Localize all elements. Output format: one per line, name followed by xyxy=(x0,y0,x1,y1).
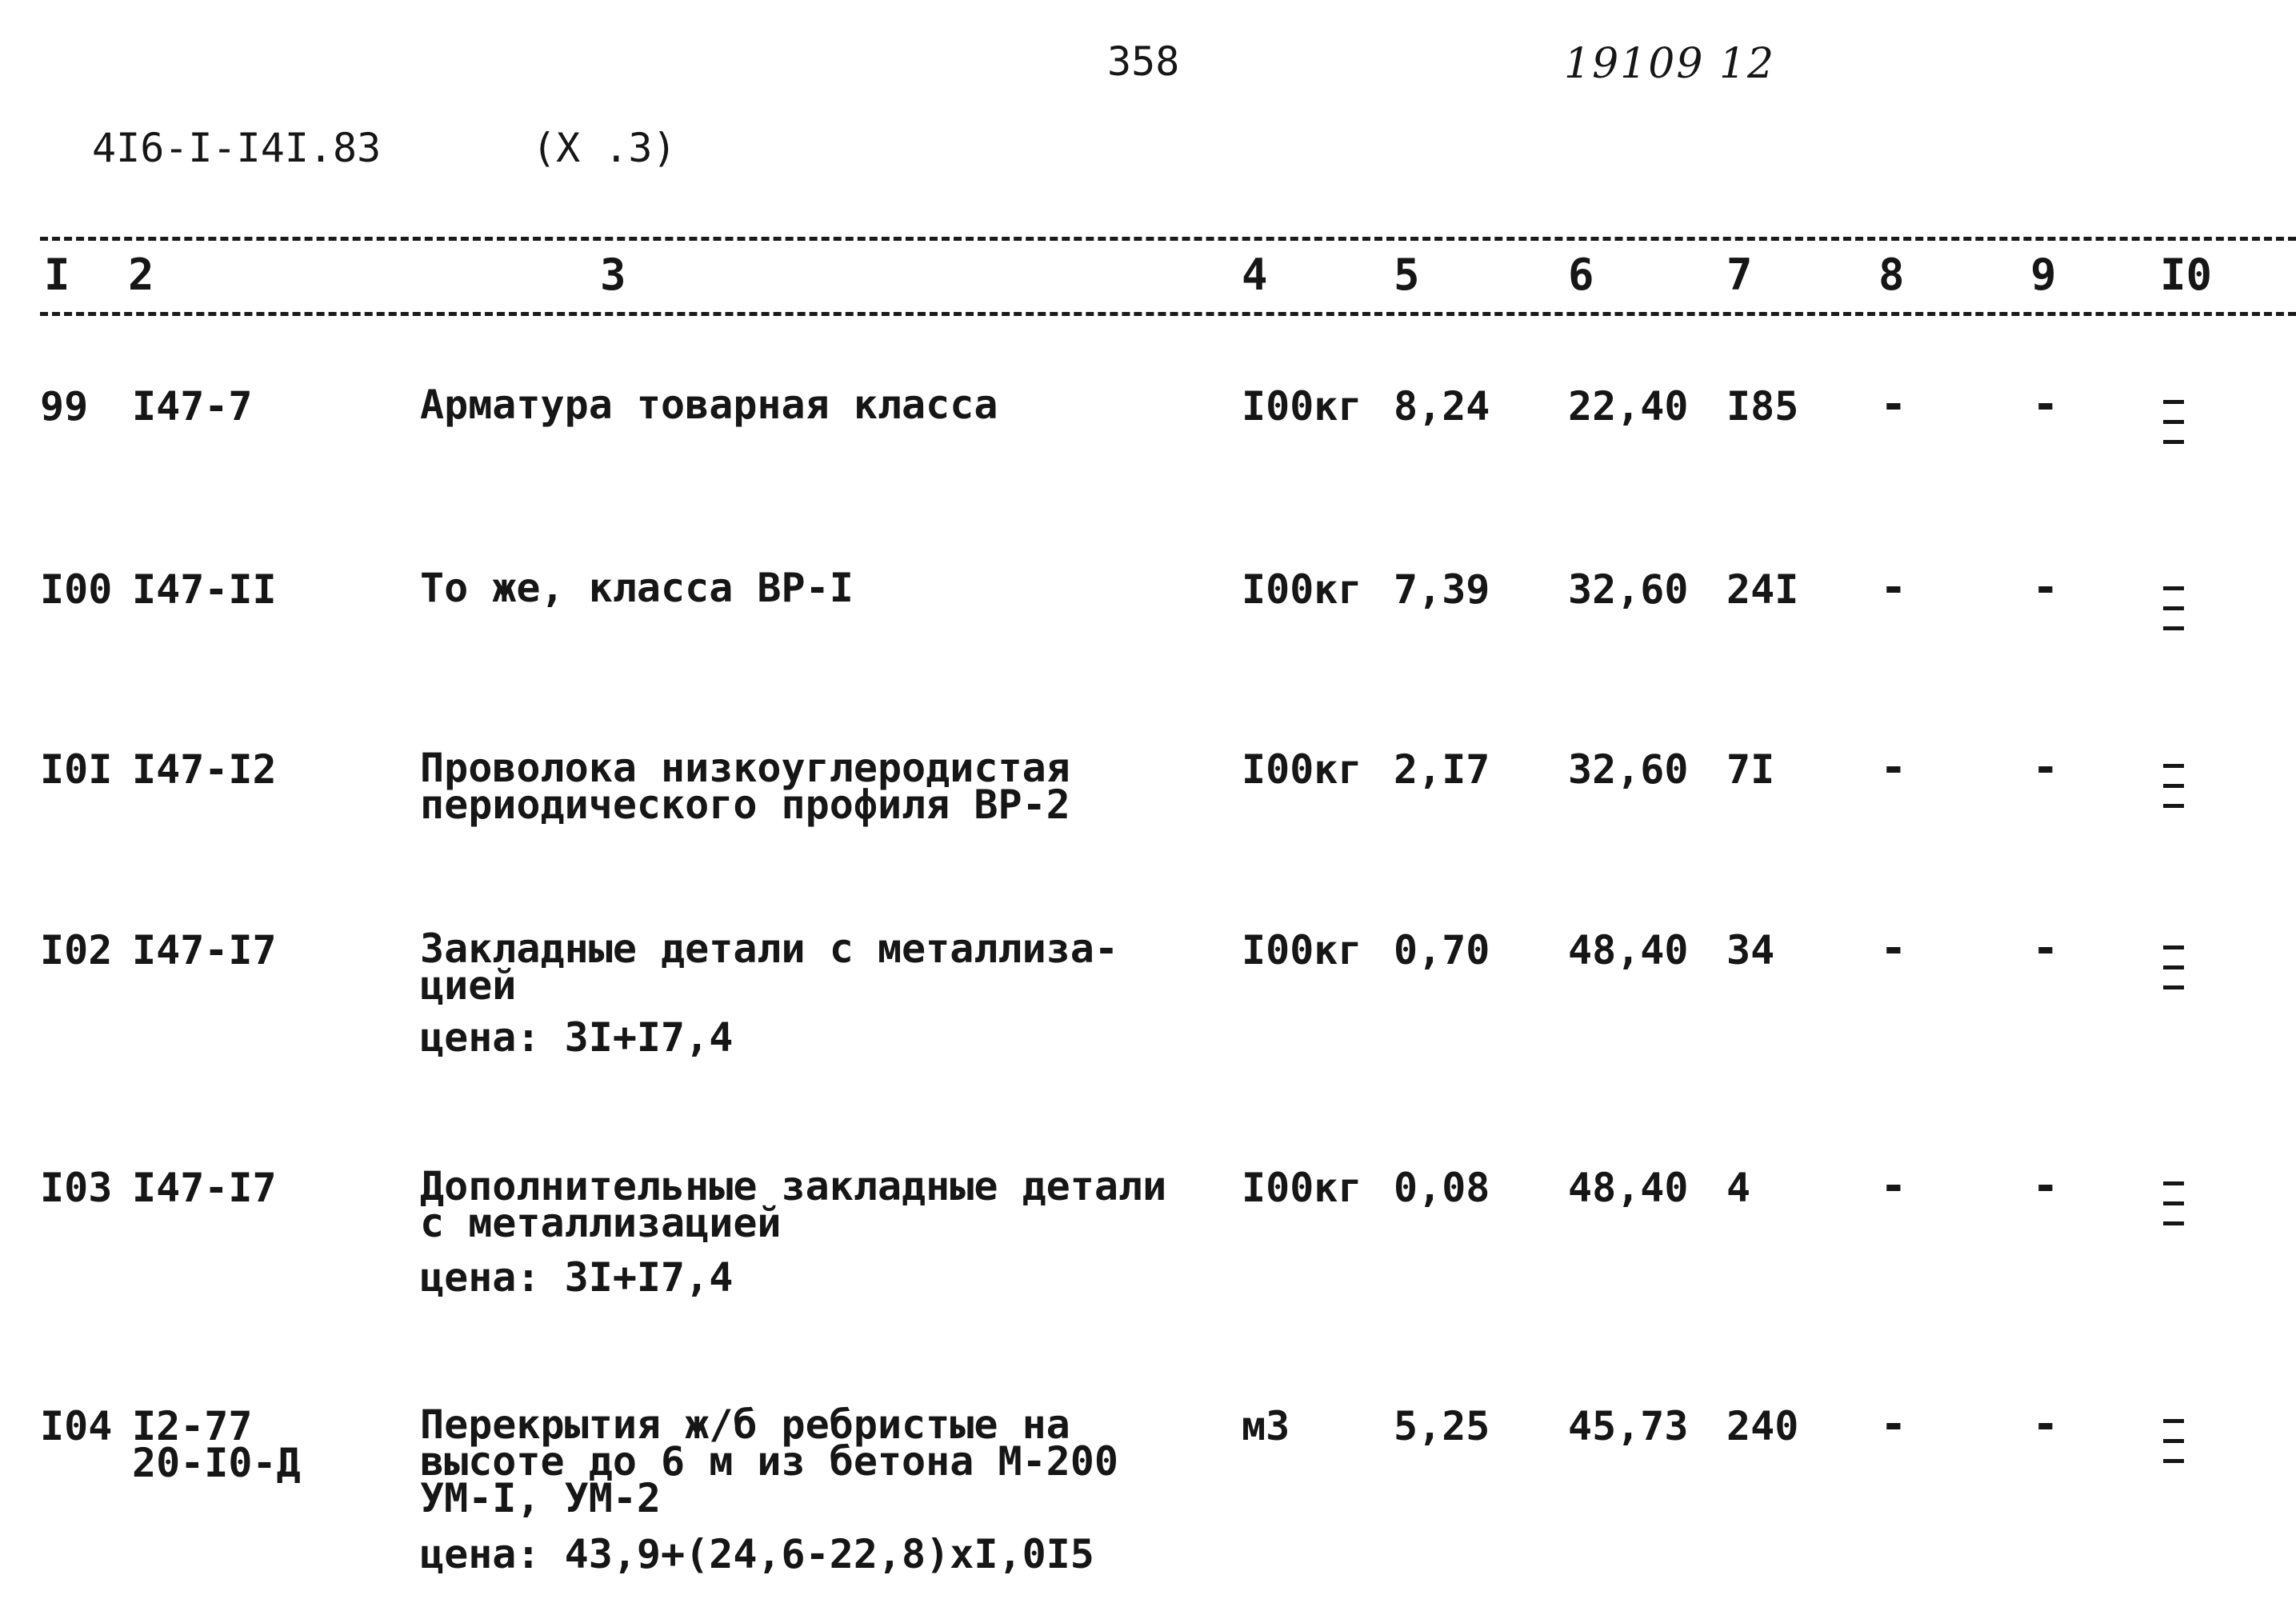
header-bottom-rule xyxy=(40,312,2296,316)
column-header-8: 8 xyxy=(1878,250,1905,300)
row-number: I02 xyxy=(40,927,113,973)
col10-mark xyxy=(2160,1419,2187,1465)
column-header-2: 2 xyxy=(128,250,154,300)
row-col9-dash: - xyxy=(2032,922,2059,974)
row-code: I47-II xyxy=(132,566,277,613)
row-quantity: 5,25 xyxy=(1394,1403,1490,1449)
row-col8-dash: - xyxy=(1880,742,1907,794)
row-code: I2-77 xyxy=(132,1403,253,1449)
row-unit: I00кг xyxy=(1242,383,1362,430)
row-unit: м3 xyxy=(1242,1403,1290,1449)
row-description: Закладные детали с металлиза- цией xyxy=(420,925,1118,1009)
row-number: I03 xyxy=(40,1165,113,1211)
column-header-10: I0 xyxy=(2160,250,2213,300)
row-unit-cost: 48,40 xyxy=(1568,1165,1689,1211)
row-col8-dash: - xyxy=(1880,922,1907,974)
row-number: 99 xyxy=(40,383,89,430)
row-quantity: 7,39 xyxy=(1394,566,1490,613)
row-code: I47-I7 xyxy=(132,1165,277,1211)
row-unit-cost: 45,73 xyxy=(1568,1403,1689,1449)
row-number: I0I xyxy=(40,746,113,793)
col10-mark xyxy=(2160,400,2187,446)
column-header-7: 7 xyxy=(1726,250,1753,300)
row-col8-dash: - xyxy=(1880,1160,1907,1212)
row-col8-dash: - xyxy=(1880,378,1907,430)
row-col9-dash: - xyxy=(2032,1160,2059,1212)
row-description: То же, класса ВР-I xyxy=(420,565,854,611)
page-number: 358 xyxy=(1107,38,1180,85)
row-quantity: 8,24 xyxy=(1394,383,1490,430)
column-header-1: I xyxy=(44,250,70,300)
row-code: I47-7 xyxy=(132,383,253,430)
row-code: I47-I2 xyxy=(132,746,277,793)
row-quantity: 0,08 xyxy=(1394,1165,1490,1211)
col10-mark xyxy=(2160,586,2187,633)
row-col9-dash: - xyxy=(2032,562,2059,614)
row-total: 7I xyxy=(1726,746,1775,793)
column-header-9: 9 xyxy=(2030,250,2057,300)
row-col8-dash: - xyxy=(1880,562,1907,614)
row-unit-cost: 32,60 xyxy=(1568,566,1689,613)
row-col9-dash: - xyxy=(2032,742,2059,794)
col10-mark xyxy=(2160,945,2187,992)
col10-mark xyxy=(2160,1181,2187,1228)
row-quantity: 2,I7 xyxy=(1394,746,1490,793)
row-price-formula: цена: 3I+I7,4 xyxy=(420,1254,734,1301)
row-col8-dash: - xyxy=(1880,1398,1907,1450)
column-header-3: 3 xyxy=(600,250,626,300)
row-unit: I00кг xyxy=(1242,746,1362,793)
row-unit: I00кг xyxy=(1242,1165,1362,1211)
column-header-5: 5 xyxy=(1394,250,1420,300)
row-unit: I00кг xyxy=(1242,566,1362,613)
row-unit-cost: 32,60 xyxy=(1568,746,1689,793)
row-col9-dash: - xyxy=(2032,378,2059,430)
column-header-4: 4 xyxy=(1242,250,1268,300)
col10-mark xyxy=(2160,764,2187,810)
header-top-rule xyxy=(40,237,2296,241)
column-header-6: 6 xyxy=(1568,250,1594,300)
document-code: 4I6-I-I4I.83 xyxy=(92,125,382,171)
row-number: I00 xyxy=(40,566,113,613)
row-code: I47-I7 xyxy=(132,927,277,973)
row-unit-cost: 22,40 xyxy=(1568,383,1689,430)
row-unit: I00кг xyxy=(1242,927,1362,973)
handwritten-note: 19109 12 xyxy=(1564,40,1776,88)
row-price-formula: цена: 3I+I7,4 xyxy=(420,1014,734,1061)
row-description: Арматура товарная класса xyxy=(420,382,998,428)
row-price-formula: цена: 43,9+(24,6-22,8)хI,0I5 xyxy=(420,1531,1094,1577)
row-total: 24I xyxy=(1726,566,1799,613)
row-total: 34 xyxy=(1726,927,1775,973)
row-number: I04 xyxy=(40,1403,113,1449)
row-total: 240 xyxy=(1726,1403,1799,1449)
row-description: Дополнительные закладные детали с металлизацией xyxy=(420,1163,1167,1246)
row-total: 4 xyxy=(1726,1165,1751,1211)
row-total: I85 xyxy=(1726,383,1799,430)
row-col9-dash: - xyxy=(2032,1398,2059,1450)
row-description: Перекрытия ж/б ребристые на высоте до 6 м из бетона М-200 УМ-I, УМ-2 xyxy=(420,1401,1118,1521)
document-section: (X .3) xyxy=(532,125,677,171)
row-code-secondary: 20-I0-Д xyxy=(132,1440,301,1486)
row-quantity: 0,70 xyxy=(1394,927,1490,973)
row-description: Проволока низкоуглеродистая периодического профиля ВР-2 xyxy=(420,745,1070,828)
row-unit-cost: 48,40 xyxy=(1568,927,1689,973)
